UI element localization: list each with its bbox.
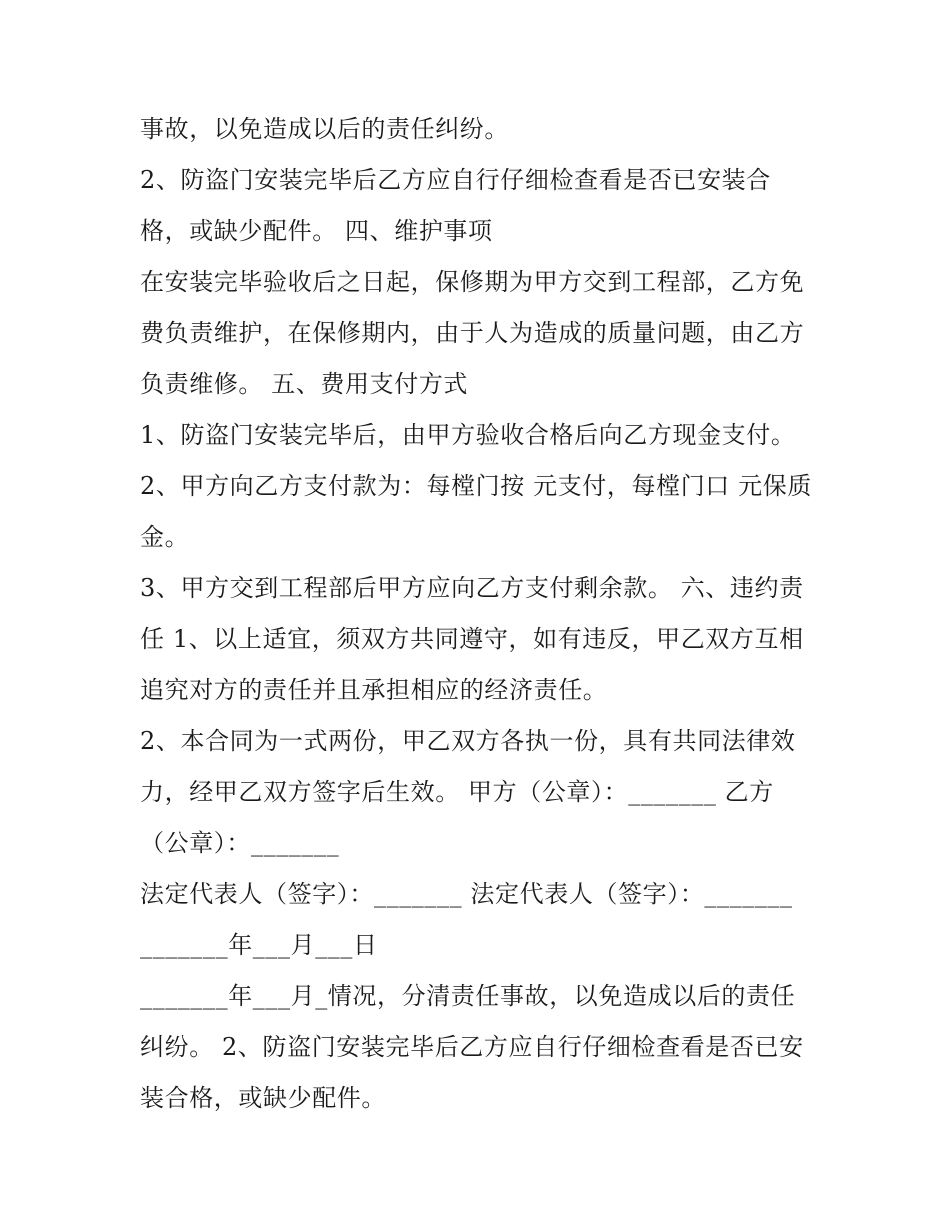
document-body [140, 104, 820, 1124]
text-line: 1、防盗门安装完毕后，由甲方验收合格后向乙方现金支付。 [140, 421, 796, 449]
text-line: _______年___月___日 [140, 931, 378, 959]
text-line: _______年___月_情况，分清责任事故，以免造成以后的责任 [140, 982, 796, 1010]
text-line: 在安装完毕验收后之日起，保修期为甲方交到工程部，乙方免 [140, 268, 805, 296]
text-line: 装合格，或缺少配件。 [140, 1084, 386, 1112]
text-line: 2、防盗门安装完毕后乙方应自行仔细检查看是否已安装合 [140, 166, 771, 194]
text-line: 2、本合同为一式两份，甲乙双方各执一份，具有共同法律效 [140, 727, 796, 755]
text-line: 法定代表人（签字）：_______ 法定代表人（签字）：_______ [140, 880, 793, 908]
text-line: 费负责维护，在保修期内，由于人为造成的质量问题，由乙方 [140, 319, 805, 347]
text-line: 力，经甲乙双方签字后生效。 甲方（公章）：_______ 乙方 [140, 778, 774, 806]
text-line: 追究对方的责任并且承担相应的经济责任。 [140, 676, 608, 704]
text-line: 金。 [140, 523, 190, 551]
text-line: 事故，以免造成以后的责任纠纷。 [140, 115, 509, 143]
text-line: 任 1、以上适宜，须双方共同遵守，如有违反，甲乙双方互相 [140, 625, 804, 653]
text-line: 负责维修。 五、费用支付方式 [140, 370, 469, 398]
text-line: 2、甲方向乙方支付款为：每樘门按 元支付，每樘门口 元保质 [140, 472, 812, 500]
text-line: 3、甲方交到工程部后甲方应向乙方支付剩余款。 六、违约责 [140, 574, 804, 602]
text-line: （公章）：_______ [140, 829, 340, 857]
text-line: 格，或缺少配件。 四、维护事项 [140, 217, 493, 245]
text-line: 纠纷。 2、防盗门安装完毕后乙方应自行仔细检查看是否已安 [140, 1033, 804, 1061]
